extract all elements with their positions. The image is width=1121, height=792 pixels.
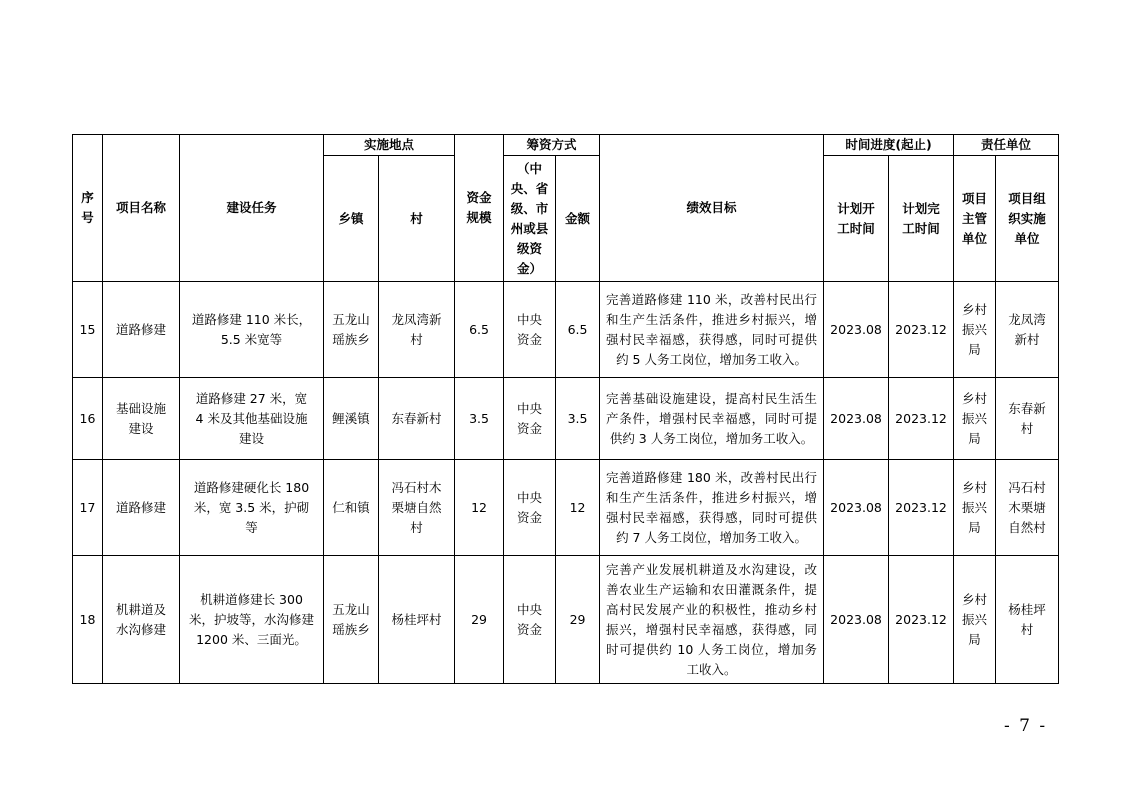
cell-dept: 乡村振兴局 bbox=[954, 556, 996, 684]
cell-amount: 3.5 bbox=[556, 378, 600, 460]
cell-end: 2023.12 bbox=[889, 378, 954, 460]
cell-source: 中央资金 bbox=[504, 556, 556, 684]
cell-village: 东春新村 bbox=[379, 378, 455, 460]
cell-name: 道路修建 bbox=[103, 282, 180, 378]
cell-amount: 29 bbox=[556, 556, 600, 684]
cell-task: 机耕道修建长 300 米，护坡等，水沟修建 1200 米、三面光。 bbox=[180, 556, 324, 684]
header-amount: 金额 bbox=[556, 156, 600, 282]
cell-amount: 6.5 bbox=[556, 282, 600, 378]
cell-org: 杨桂坪村 bbox=[996, 556, 1059, 684]
cell-town: 鲤溪镇 bbox=[324, 378, 379, 460]
header-start: 计划开工时间 bbox=[824, 156, 889, 282]
cell-goal: 完善基础设施建设，提高村民生活生产条件，增强村民幸福感，同时可提供约 3 人务工岗位，增加务工收入。 bbox=[600, 378, 824, 460]
table-row bbox=[73, 282, 1059, 378]
cell-goal: 完善道路修建 180 米，改善村民出行和生产生活条件，推进乡村振兴，增强村民幸福感，获得感，同时可提供约 7 人务工岗位，增加务工收入。 bbox=[600, 460, 824, 556]
cell-town: 五龙山瑶族乡 bbox=[324, 282, 379, 378]
header-task: 建设任务 bbox=[180, 135, 324, 282]
header-town: 乡镇 bbox=[324, 156, 379, 282]
cell-village: 龙凤湾新村 bbox=[379, 282, 455, 378]
cell-start: 2023.08 bbox=[824, 282, 889, 378]
cell-seq: 17 bbox=[73, 460, 103, 556]
cell-start: 2023.08 bbox=[824, 378, 889, 460]
cell-end: 2023.12 bbox=[889, 556, 954, 684]
header-goal: 绩效目标 bbox=[600, 135, 824, 282]
cell-goal: 完善道路修建 110 米，改善村民出行和生产生活条件，推进乡村振兴，增强村民幸福感，获得感，同时可提供约 5 人务工岗位，增加务工收入。 bbox=[600, 282, 824, 378]
cell-village: 杨桂坪村 bbox=[379, 556, 455, 684]
table-row bbox=[73, 556, 1059, 684]
cell-seq: 15 bbox=[73, 282, 103, 378]
cell-name: 基础设施建设 bbox=[103, 378, 180, 460]
cell-scale: 12 bbox=[455, 460, 504, 556]
cell-start: 2023.08 bbox=[824, 556, 889, 684]
cell-source: 中央资金 bbox=[504, 378, 556, 460]
header-resp-group: 责任单位 bbox=[954, 135, 1059, 156]
header-end: 计划完工时间 bbox=[889, 156, 954, 282]
cell-seq: 16 bbox=[73, 378, 103, 460]
header-time-group: 时间进度(起止) bbox=[824, 135, 954, 156]
cell-town: 五龙山瑶族乡 bbox=[324, 556, 379, 684]
cell-scale: 6.5 bbox=[455, 282, 504, 378]
cell-dept: 乡村振兴局 bbox=[954, 460, 996, 556]
page-number: - 7 - bbox=[1004, 716, 1048, 736]
cell-dept: 乡村振兴局 bbox=[954, 282, 996, 378]
cell-name: 道路修建 bbox=[103, 460, 180, 556]
cell-end: 2023.12 bbox=[889, 282, 954, 378]
cell-task: 道路修建 27 米，宽 4 米及其他基础设施建设 bbox=[180, 378, 324, 460]
cell-start: 2023.08 bbox=[824, 460, 889, 556]
header-seq: 序号 bbox=[73, 135, 103, 282]
table-row bbox=[73, 460, 1059, 556]
cell-org: 冯石村木栗塘自然村 bbox=[996, 460, 1059, 556]
cell-task: 道路修建硬化长 180 米，宽 3.5 米，护砌等 bbox=[180, 460, 324, 556]
header-fund-group: 筹资方式 bbox=[504, 135, 600, 156]
header-dept: 项目主管单位 bbox=[954, 156, 996, 282]
cell-goal: 完善产业发展机耕道及水沟建设，改善农业生产运输和农田灌溉条件，提高村民发展产业的积极性，推动乡村振兴，增强村民幸福感，获得感，同时可提供约 10 人务工岗位，增加务工收入。 bbox=[600, 556, 824, 684]
header-name: 项目名称 bbox=[103, 135, 180, 282]
cell-org: 东春新村 bbox=[996, 378, 1059, 460]
cell-source: 中央资金 bbox=[504, 460, 556, 556]
cell-town: 仁和镇 bbox=[324, 460, 379, 556]
cell-task: 道路修建 110 米长，5.5 米宽等 bbox=[180, 282, 324, 378]
cell-scale: 29 bbox=[455, 556, 504, 684]
header-location-group: 实施地点 bbox=[324, 135, 455, 156]
project-table bbox=[72, 134, 1059, 684]
cell-village: 冯石村木栗塘自然村 bbox=[379, 460, 455, 556]
cell-source: 中央资金 bbox=[504, 282, 556, 378]
header-scale: 资金规模 bbox=[455, 135, 504, 282]
cell-name: 机耕道及水沟修建 bbox=[103, 556, 180, 684]
cell-end: 2023.12 bbox=[889, 460, 954, 556]
header-village: 村 bbox=[379, 156, 455, 282]
cell-amount: 12 bbox=[556, 460, 600, 556]
cell-dept: 乡村振兴局 bbox=[954, 378, 996, 460]
table-row bbox=[73, 378, 1059, 460]
header-org: 项目组织实施单位 bbox=[996, 156, 1059, 282]
cell-scale: 3.5 bbox=[455, 378, 504, 460]
cell-org: 龙凤湾新村 bbox=[996, 282, 1059, 378]
header-fund-source: （中央、省级、市州或县级资金） bbox=[504, 156, 556, 282]
cell-seq: 18 bbox=[73, 556, 103, 684]
